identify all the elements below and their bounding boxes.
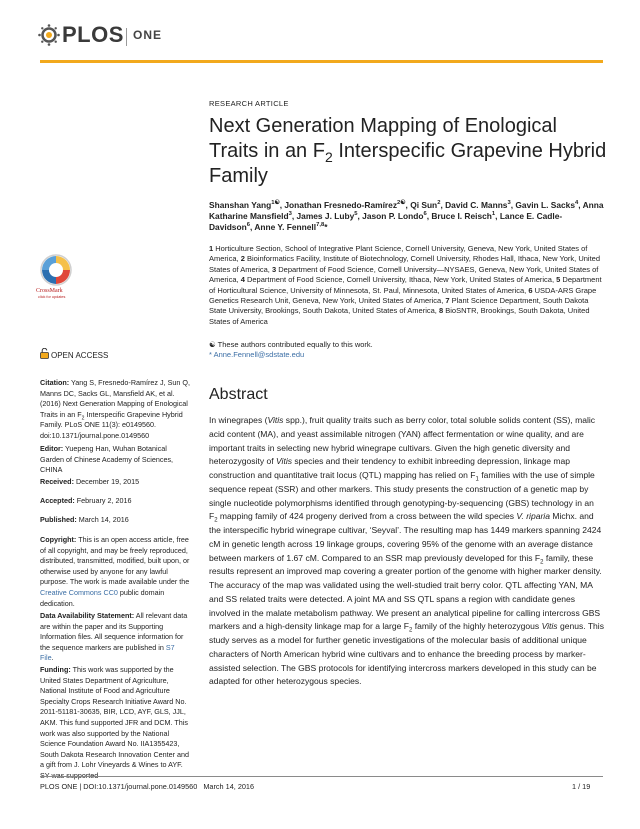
abstract-seg: family, these results represent an improved map covering a greater portion of the genome with higher marker density. The accuracy of the map was validated using the well-studied trait berry color. QTL affecting YAN, MA and SS related traits were detected. A joint MA and SS QTL spans a region with candidate genes involved in the malate metabolism pathway. We present an analytical pipeline for calling intercross GBS markers and a high-density linkage map for a large F <box>209 552 602 632</box>
article-title <box>209 114 609 189</box>
published-text: March 14, 2016 <box>78 515 129 524</box>
footer-citation: PLOS ONE | DOI:10.1371/journal.pone.0149560 March 14, 2016 <box>40 782 255 791</box>
cc0-link[interactable]: Creative Commons CC0 <box>40 587 118 597</box>
title-part-b: Interspecific Grapevine Hybrid Family <box>209 140 607 187</box>
abstract-seg: family of the highly heterozygous <box>412 621 542 632</box>
author-name[interactable]: Shanshan Yang <box>209 200 272 210</box>
affiliation-text: Horticulture Section, School of Integrative Plant Science, Cornell University, Geneva, New York, United States of America, <box>209 244 588 264</box>
open-access-badge <box>40 348 190 362</box>
author-affiliation-sup: 6 <box>246 222 250 229</box>
title-sub: 2 <box>324 149 333 165</box>
author-affiliation-sup: 6 <box>423 211 427 218</box>
abstract-italic: Vitis <box>267 415 284 425</box>
funding-text: This work was supported by the United States Department of Agriculture, National Institute of Food and Agriculture Specialty Crops Research Initiative Award No. 2011-51181-30635, BIR, LCD, AYF, GLS, JJL, AKM. This fund supported JFR and DCM. This work was also supported by the National Science Foundation Award No. IIA1355423, South Dakota Research Innovation Center and a gift from J. Lohr Vineyards & Wines to AYF. <box>40 665 190 770</box>
affiliation-number: 1 <box>209 244 214 253</box>
equal-contribution-note: ☯ These authors contributed equally to this work. <box>209 340 373 349</box>
author-name[interactable]: Bruce I. Reisch <box>431 211 492 222</box>
header-rule <box>40 60 603 63</box>
citation-block <box>40 378 190 442</box>
data-availability-block <box>40 611 190 664</box>
received-label: Received: <box>40 477 74 486</box>
affiliation-text: Plant Science Department, South Dakota State University, Brookings, South Dakota, United States of America, <box>209 296 589 316</box>
corresponding-email[interactable]: * Anne.Fennell@sdstate.edu <box>209 350 305 360</box>
author-name[interactable]: Anne Y. Fennell <box>254 222 317 233</box>
author-name[interactable]: Anna Katharine Mansfield <box>209 200 604 222</box>
abstract-body <box>209 414 604 689</box>
affiliation-number: 6 <box>528 285 533 295</box>
author-affiliation-sup: 3 <box>507 200 511 207</box>
author-affiliation-sup: 3 <box>288 211 292 218</box>
author-affiliation-sup: 4 <box>574 200 579 207</box>
plos-one-logo[interactable] <box>38 22 168 58</box>
citation-label: Citation: <box>40 378 70 387</box>
affiliation-number: 4 <box>240 275 245 285</box>
author-name[interactable]: Lance E. Cadle-Davidson <box>209 211 563 233</box>
affiliation-text: Department of Food Science, Cornell University, Ithaca, New York, United States of America, <box>246 275 555 285</box>
affiliation-text: Bioinformatics Facility, Institute of Biotechnology, Cornell University, Rhodes Hall, Ithaca, New York, United States of America, <box>209 254 601 274</box>
author-name[interactable]: David C. Manns <box>445 200 508 210</box>
editor-label: Editor: <box>40 444 64 453</box>
plos-sun-icon <box>38 24 60 46</box>
funding-label: Funding: <box>40 665 71 674</box>
affiliation-text: BioSNTR, Brookings, South Dakota, United States of America <box>209 306 590 326</box>
editor-block <box>40 444 190 476</box>
abstract-seg: genus. This study serves as a model for further genetic investigations of the molecular basis of additional unique characters of North American hybrid wine cultivars and to enhance the breeding process by marker-assisted selection. The GBS protocols for identifying intercross markers developed in this study can be adapted for other heterozygous species. <box>209 621 604 687</box>
corresponding-mark: * <box>324 222 328 233</box>
title-part-a: Next Generation Mapping of Enological Traits in an F <box>209 115 557 162</box>
affiliation-number: 5 <box>556 275 561 285</box>
author-name[interactable]: Qi Sun <box>410 200 438 210</box>
affiliation-number: 7 <box>445 296 450 306</box>
abstract-heading: Abstract <box>209 386 268 403</box>
abstract-seg: species and their tendency to exhibit inbreeding depression, linkage map construction and quantitative trait locus (QTL) mapping has relied on F <box>209 456 570 480</box>
abstract-italic: Vitis <box>541 621 558 632</box>
author-affiliation-sup: 5 <box>354 211 358 218</box>
received-block <box>40 477 190 488</box>
abstract-seg: families with the use of simple sequence repeat (SSR) and other markers. This study presents the construction of a genetic map by single nucleotide polymorphisms identified through genotyping-by-sequencing (GBS) technology in an F <box>209 470 595 522</box>
author-affiliation-sup: 2 <box>437 200 441 207</box>
abstract-italic: Vitis <box>276 456 292 467</box>
open-lock-icon <box>40 348 49 359</box>
author-affiliation-sup: 1☯ <box>271 200 280 207</box>
abstract-sub: 2 <box>409 627 413 634</box>
footer-rule <box>40 776 603 777</box>
author-name[interactable]: Jonathan Fresnedo-Ramírez <box>284 200 398 210</box>
funding-block <box>40 665 190 782</box>
published-block <box>40 515 190 526</box>
affiliation-text: Department of Food Science, Cornell University—NYSAES, Geneva, New York, United States of America, <box>209 264 599 285</box>
abstract-sub: 2 <box>540 559 544 566</box>
page-number: 1 / 19 <box>572 782 591 791</box>
accepted-label: Accepted: <box>40 496 75 505</box>
accepted-block <box>40 496 190 507</box>
abstract-seg: Michx. and the interspecific hybrid winegrape cultivar, ‘Seyval’. The resulting map has 1449 markers spanning 2424 cM in genetic length across 19 linkage groups, covering 95% of the genome with an average distance between markers of 1.67 cM. Compared to an SSR map previously developed for this F <box>209 511 602 563</box>
affiliation-number: 3 <box>271 264 277 274</box>
open-access-label: OPEN ACCESS <box>51 351 109 360</box>
author-affiliation-sup: 1 <box>491 211 496 218</box>
copyright-text-a: This is an open access article, free of all copyright, and may be freely reproduced, distributed, transmitted, modified, built upon, or otherwise used by anyone for any lawful purpose. The work is made available under the <box>40 535 190 587</box>
affiliation-text: Department of Horticultural Science, University of Minnesota, St. Paul, Minnesota, United States of America, <box>209 275 602 295</box>
author-name[interactable]: James J. Luby <box>296 211 355 222</box>
affiliation-number: 8 <box>438 306 444 316</box>
author-name[interactable]: Gavin L. Sacks <box>515 200 575 210</box>
data-availability-text-b: . <box>51 653 54 663</box>
abstract-seg: In winegrapes ( <box>209 415 268 425</box>
s7-file-link[interactable]: S7 File <box>40 642 175 663</box>
accepted-text: February 2, 2016 <box>76 496 132 505</box>
crossmark-label[interactable]: CrossMark <box>36 288 63 294</box>
abstract-sub: 1 <box>475 476 479 483</box>
plos-wordmark: PLOS <box>62 22 124 47</box>
author-notes <box>209 340 604 361</box>
copyright-label: Copyright: <box>40 535 77 544</box>
abstract-italic: V. riparia <box>516 511 550 522</box>
author-name[interactable]: Jason P. Londo <box>362 211 424 222</box>
affiliation-number: 2 <box>240 254 245 264</box>
data-availability-label: Data Availability Statement: <box>40 611 135 620</box>
crossmark-icon <box>36 253 76 287</box>
author-list: Shanshan Yang$^{1☯}$, Jonathan Fresnedo-Ramírez$^{2☯}$, Qi Sun$^2$, David C. Manns$^3$, Gavin L. Sacks$^4$, Anna Katharine Mansfield$^3$, James J. Luby$^5$, Jason P. Londo$^6$, Bruce I. Reisch$^1$, Lance E. Cadle-Davidson$^6$, Anne Y. Fennell$^{7,8}$* <box>209 200 604 233</box>
citation-text-b: Interspecific Grapevine Hybrid Family. PLoS ONE 11(3): e0149560. doi:10.1371/journal.pone.0149560 <box>40 409 183 440</box>
author-affiliation-sup: 2☯ <box>397 200 406 207</box>
copyright-block <box>40 535 190 609</box>
affiliation-text: USDA-ARS Grape Genetics Research Unit, Geneva, New York, United States of America, <box>209 285 597 306</box>
copyright-text-b: public domain dedication. <box>40 587 165 608</box>
affiliation-list <box>209 244 604 327</box>
author-affiliation-sup: 7,8 <box>316 222 325 229</box>
logo-divider <box>126 28 127 46</box>
abstract-seg: mapping family of 424 progeny derived from a cross between the wild species <box>217 511 517 522</box>
article-type: RESEARCH ARTICLE <box>209 99 289 108</box>
abstract-sub: 2 <box>214 517 218 524</box>
data-availability-text-a: All relevant data are within the paper and its Supporting Information files. All sequence information for the sequence markers are published in <box>40 611 188 652</box>
citation-sub: 2 <box>81 415 85 422</box>
editor-text: Yuepeng Han, Wuhan Botanical Garden of Chinese Academy of Sciences, CHINA <box>40 444 174 475</box>
crossmark-sublabel[interactable]: click for updates <box>38 295 66 299</box>
published-label: Published: <box>40 515 77 524</box>
abstract-seg: spp.), fruit quality traits such as berry color, total soluble solids content (SS), malic acid content (MA), and yeast assimilable nitrogen (YAN) affect fermentation or wine quality, and are important traits in selecting new hybrid winegrape cultivars. Given the high genetic diversity and heterozygosity of <box>209 415 596 467</box>
citation-text-a: Yang S, Fresnedo-Ramírez J, Sun Q, Manns DC, Sacks GL, Mansfield AK, et al. (2016) Next Generation Mapping of Enological Traits in an F <box>40 378 190 419</box>
one-wordmark: ONE <box>133 28 163 42</box>
received-text: December 19, 2015 <box>75 477 140 486</box>
